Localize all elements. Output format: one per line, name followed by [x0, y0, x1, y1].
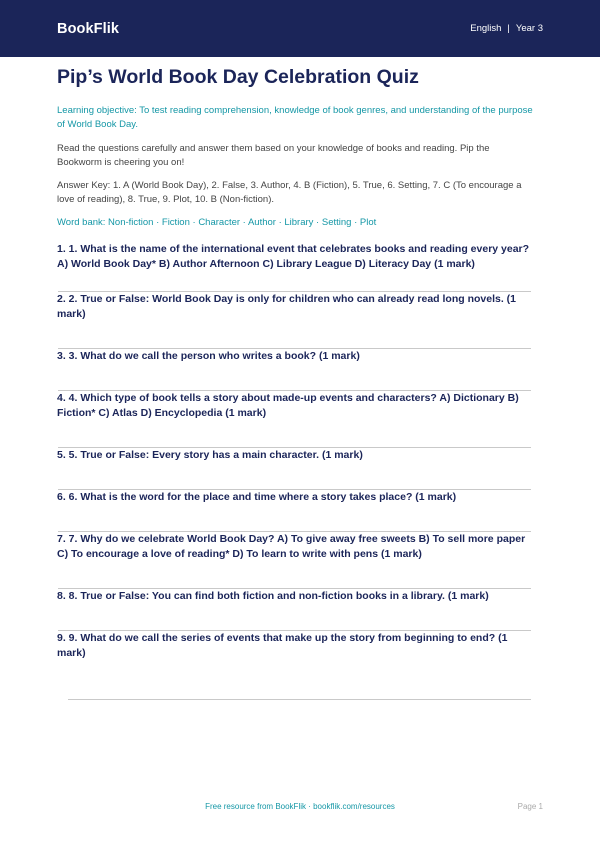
question-6 — [57, 490, 535, 505]
question-text: 6. 6. What is the word for the place and time where a story takes place? (1 mark) — [57, 491, 457, 503]
question-text: 7. 7. Why do we celebrate World Book Day? A) To give away free sweets B) To sell more paper C) To encourage a love of reading* D) To learn to write with pens (1 mark) — [57, 533, 526, 560]
worksheet-content — [57, 66, 535, 700]
intro-text: Read the questions carefully and answer them based on your knowledge of books and reading. Pip the Bookworm is cheering you on! — [57, 143, 490, 168]
question-text: 9. 9. What do we call the series of events that make up the story from beginning to end? (1 mark) — [57, 632, 508, 659]
header-meta — [470, 23, 543, 34]
question-3 — [57, 349, 535, 364]
brand-logo: BookFlik — [57, 20, 120, 37]
meta-separator: | — [507, 23, 510, 34]
page-footer — [0, 802, 600, 816]
answer-key: Answer Key: 1. A (World Book Day), 2. False, 3. Author, 4. B (Fiction), 5. True, 6. Setting, 7. C (To encourage a love of reading), 8. True, 9. Plot, 10. B (Non-fiction). — [57, 180, 522, 205]
question-9 — [57, 631, 535, 661]
question-4 — [57, 391, 535, 421]
question-5 — [57, 448, 535, 463]
question-text: 8. 8. True or False: You can find both fiction and non-fiction books in a library. (1 mark) — [57, 590, 489, 602]
question-text: 3. 3. What do we call the person who writes a book? (1 mark) — [57, 350, 360, 362]
question-text: 1. 1. What is the name of the international event that celebrates books and reading every year? A) World Book Day* B) Author Afternoon C) Library League D) Literacy Day (1 mark) — [57, 243, 530, 270]
footer-link[interactable]: Free resource from BookFlik · bookflik.com/resources — [205, 802, 395, 811]
question-2 — [57, 292, 535, 322]
question-7 — [57, 532, 535, 562]
page-title: Pip’s World Book Day Celebration Quiz — [57, 66, 419, 88]
page-number: Page 1 — [517, 802, 543, 811]
question-text: 4. 4. Which type of book tells a story about made-up events and characters? A) Dictionary B) Fiction* C) Atlas D) Encyclopedia (1 mark) — [57, 392, 519, 419]
subject-label: English — [470, 23, 502, 34]
question-8 — [57, 589, 535, 604]
learning-objective: Learning objective: To test reading comprehension, knowledge of book genres, and understanding of the purpose of World Book Day. — [57, 105, 533, 130]
year-label: Year 3 — [515, 23, 543, 34]
question-1 — [57, 242, 535, 272]
word-bank: Word bank: Non-fiction · Fiction · Character · Author · Library · Setting · Plot — [57, 217, 377, 228]
answer-line-9[interactable] — [68, 699, 531, 700]
question-list — [57, 242, 535, 700]
question-text: 5. 5. True or False: Every story has a main character. (1 mark) — [57, 449, 363, 461]
question-text: 2. 2. True or False: World Book Day is only for children who can already read long novels. (1 mark) — [57, 293, 517, 320]
page-header — [0, 0, 600, 57]
